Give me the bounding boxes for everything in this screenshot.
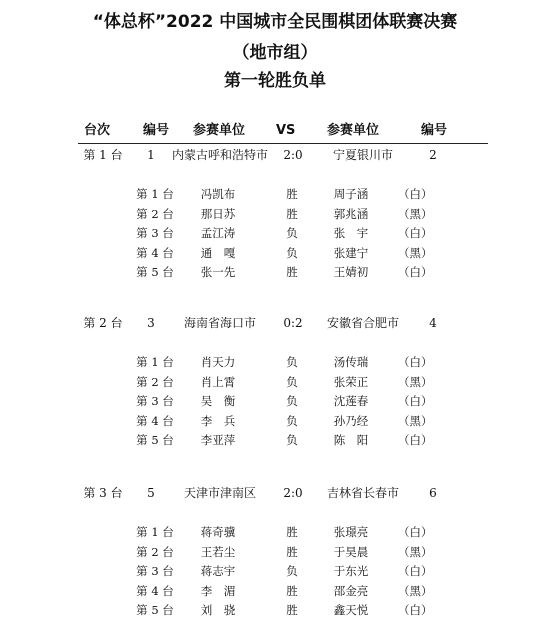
game-color: （黑） — [398, 374, 433, 389]
game-board: 第 3 台 — [136, 564, 174, 578]
game-result: 负 — [286, 564, 298, 578]
game-player-2: 沈莲春 — [333, 394, 369, 408]
game-result: 胜 — [286, 525, 298, 539]
game-board: 第 2 台 — [136, 374, 174, 389]
match-team-2: 宁夏银川市 — [332, 148, 393, 162]
match-score: 0:2 — [283, 316, 303, 330]
game-player-1: 李亚萍 — [200, 433, 236, 447]
game-player-1: 那日苏 — [200, 206, 236, 221]
header-id: 编号 — [143, 123, 170, 138]
game-player-2: 鑫天悦 — [333, 603, 369, 617]
game-color: （黑） — [398, 245, 433, 260]
round-heading: 第一轮胜负单 — [224, 71, 326, 91]
game-result: 负 — [286, 226, 298, 240]
match-table: 第 2 台 — [83, 316, 123, 330]
game-player-1: 刘 骁 — [200, 603, 236, 617]
game-player-1: 王若尘 — [200, 544, 236, 559]
document-subtitle: （地市组） — [232, 43, 318, 63]
game-player-2: 张建宁 — [333, 245, 369, 260]
game-color: （黑） — [398, 583, 433, 598]
game-board: 第 4 台 — [136, 583, 174, 598]
game-board: 第 4 台 — [136, 245, 174, 260]
game-player-1: 张一先 — [200, 265, 236, 279]
header-divider — [78, 143, 488, 144]
game-color: （白） — [398, 226, 433, 240]
game-player-2: 张荣正 — [333, 374, 369, 389]
game-result: 负 — [286, 355, 298, 369]
game-result: 负 — [286, 374, 298, 389]
game-color: （白） — [398, 603, 433, 617]
game-board: 第 5 台 — [136, 603, 174, 617]
game-board: 第 4 台 — [136, 413, 174, 428]
game-player-2: 孙乃经 — [333, 413, 369, 428]
game-color: （黑） — [398, 206, 433, 221]
game-result: 负 — [286, 413, 298, 428]
game-board: 第 2 台 — [136, 544, 174, 559]
game-player-1: 蒋志宇 — [200, 564, 236, 578]
game-result: 胜 — [286, 603, 298, 617]
game-color: （白） — [398, 265, 433, 279]
game-color: （白） — [398, 394, 433, 408]
game-color: （白） — [398, 355, 433, 369]
game-color: （白） — [398, 187, 433, 201]
game-player-1: 通 嘎 — [200, 245, 236, 260]
game-player-1: 肖天力 — [200, 355, 236, 369]
game-player-1: 冯凯布 — [200, 187, 236, 201]
game-player-2: 汤传瑞 — [333, 355, 369, 369]
game-result: 负 — [286, 394, 298, 408]
match-id-2: 4 — [429, 316, 437, 330]
match-score: 2:0 — [283, 486, 303, 500]
game-player-2: 于昊晨 — [333, 544, 369, 559]
match-team-1: 内蒙古呼和浩特市 — [171, 148, 268, 162]
game-player-1: 吴 衡 — [200, 394, 236, 408]
document-title: “体总杯”2022 中国城市全民围棋团体联赛决赛 — [92, 12, 458, 32]
game-result: 胜 — [286, 187, 298, 201]
header-vs: VS — [276, 123, 296, 138]
game-player-1: 孟江涛 — [200, 226, 236, 240]
match-team-1: 海南省海口市 — [183, 316, 256, 330]
game-result: 负 — [286, 433, 298, 447]
match-team-2: 安徽省合肥市 — [326, 316, 399, 330]
match-id-1: 1 — [147, 148, 155, 162]
game-player-2: 王婧初 — [333, 265, 369, 279]
game-player-2: 张璟亮 — [333, 525, 369, 539]
game-result: 胜 — [286, 206, 298, 221]
game-player-1: 李 湄 — [200, 583, 236, 598]
match-table: 第 3 台 — [83, 486, 123, 500]
game-color: （黑） — [398, 413, 433, 428]
game-result: 胜 — [286, 544, 298, 559]
match-team-2: 吉林省长春市 — [326, 486, 399, 500]
match-id-2: 2 — [429, 148, 437, 162]
match-team-1: 天津市津南区 — [183, 486, 256, 500]
game-board: 第 1 台 — [136, 355, 174, 369]
game-player-1: 蒋奇骥 — [200, 525, 236, 539]
match-id-1: 3 — [147, 316, 155, 330]
game-result: 胜 — [286, 265, 298, 279]
game-color: （黑） — [398, 544, 433, 559]
game-player-1: 肖上霄 — [200, 374, 236, 389]
game-board: 第 3 台 — [136, 394, 174, 408]
game-player-2: 张 宇 — [333, 226, 369, 240]
match-id-1: 5 — [147, 486, 155, 500]
header-table: 台次 — [84, 123, 111, 138]
game-board: 第 2 台 — [136, 206, 174, 221]
header-id-2: 编号 — [421, 123, 448, 138]
game-result: 负 — [286, 245, 298, 260]
match-table: 第 1 台 — [83, 148, 123, 162]
header-unit: 参赛单位 — [193, 123, 246, 138]
game-board: 第 3 台 — [136, 226, 174, 240]
game-color: （白） — [398, 525, 433, 539]
game-color: （白） — [398, 433, 433, 447]
header-unit-2: 参赛单位 — [327, 123, 380, 138]
match-score: 2:0 — [283, 148, 303, 162]
game-board: 第 1 台 — [136, 525, 174, 539]
game-player-2: 于东光 — [333, 564, 369, 578]
game-player-2: 邵金亮 — [333, 583, 369, 598]
game-board: 第 1 台 — [136, 187, 174, 201]
game-player-1: 李 兵 — [200, 413, 236, 428]
game-board: 第 5 台 — [136, 265, 174, 279]
game-board: 第 5 台 — [136, 433, 174, 447]
match-id-2: 6 — [429, 486, 437, 500]
game-player-2: 郭兆涵 — [333, 206, 369, 221]
game-player-2: 陈 阳 — [333, 433, 369, 447]
game-result: 胜 — [286, 583, 298, 598]
game-color: （白） — [398, 564, 433, 578]
game-player-2: 周子涵 — [333, 187, 369, 201]
